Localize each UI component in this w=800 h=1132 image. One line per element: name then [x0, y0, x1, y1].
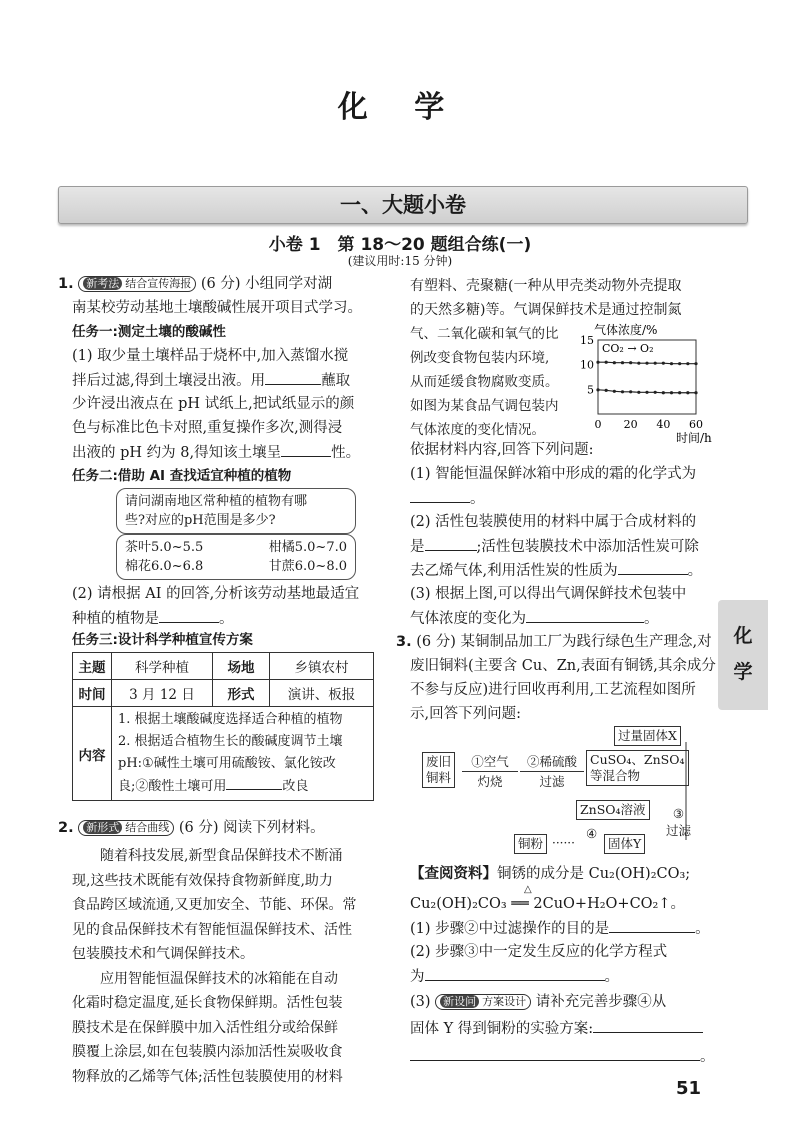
x-tick-label: 40	[656, 418, 671, 431]
data-point	[645, 391, 648, 394]
data-point	[605, 361, 608, 364]
cell: 演讲、板报	[270, 680, 374, 707]
cell: 乡镇农村	[270, 653, 374, 680]
text: 茶叶5.0~5.5	[125, 540, 204, 555]
step4-label: ④	[586, 826, 598, 841]
data-point	[605, 389, 608, 392]
x-tick-label: 0	[594, 418, 602, 431]
passage-line: 应用智能恒温保鲜技术的冰箱能在自动	[100, 970, 338, 987]
chat-line: 些?对应的pH范围是多少?	[125, 513, 276, 528]
subject-title: 化 学	[337, 90, 463, 125]
q1-head	[58, 274, 332, 294]
table-row	[73, 653, 374, 680]
answer-blank[interactable]	[410, 488, 470, 503]
q1-number: 1.	[58, 276, 74, 292]
answer-row	[125, 538, 347, 557]
data-point	[629, 390, 632, 393]
data-point	[654, 362, 657, 365]
text: 等混合物	[590, 768, 641, 783]
tag-text: 结合宣传海报	[125, 277, 192, 290]
q2-sub1: (1) 智能恒温保鲜冰箱中形成的霜的化学式为	[410, 466, 697, 482]
heat-mark: △	[524, 884, 532, 895]
q1-p1	[72, 442, 360, 463]
content-line	[118, 775, 367, 798]
text: 。	[687, 563, 703, 579]
znso4-solution-box: ZnSO₄溶液	[576, 800, 650, 820]
y-tick-label: 5	[587, 383, 594, 397]
cell: 时间	[73, 680, 112, 707]
data-point	[654, 391, 657, 394]
answer-blank[interactable]	[425, 966, 605, 981]
text: 是	[410, 539, 425, 555]
data-point	[694, 391, 697, 394]
text: 为	[410, 969, 425, 985]
q3-tag	[435, 994, 531, 1010]
content-line: 2. 根据适合植物生长的酸碱度调节土壤	[118, 734, 343, 749]
answer-blank[interactable]	[410, 1046, 700, 1061]
q1-p1: 色与标准比色卡对照,重复操作多次,测得浸	[72, 420, 343, 436]
q1-p2	[72, 608, 234, 629]
text: CuSO₄、ZnSO₄	[590, 752, 685, 767]
page-number: 51	[676, 1078, 702, 1099]
q3-head	[396, 632, 712, 652]
excess-solid-x-box: 过量固体X	[614, 726, 681, 746]
answer-blank[interactable]	[226, 775, 282, 790]
tag-icon: 新设问	[440, 995, 479, 1008]
plan-table	[72, 652, 374, 801]
text: ②稀硫酸	[526, 754, 577, 769]
text: 甘蔗6.0~8.0	[268, 559, 347, 574]
q2-after: 依据材料内容,回答下列问题:	[410, 442, 594, 458]
text: 【查阅资料】	[410, 865, 497, 882]
data-point	[613, 361, 616, 364]
text: 。	[644, 611, 659, 627]
q1-p1	[72, 370, 350, 391]
data-point	[629, 361, 632, 364]
q2-tag	[78, 820, 174, 836]
passage-line: 物释放的乙烯等气体;活性包装膜使用的材料	[72, 1068, 343, 1085]
text: 。	[695, 921, 710, 937]
subject-side-tab	[718, 600, 768, 710]
data-point	[678, 391, 681, 394]
text: 铜锈的成分是 Cu₂(OH)₂CO₃;	[497, 866, 691, 882]
data-point	[645, 362, 648, 365]
solid-y-box: 固体Y	[604, 834, 645, 854]
q2-sub3	[410, 608, 659, 629]
copper-powder-box: 铜粉	[514, 834, 547, 854]
data-point	[637, 362, 640, 365]
tag-text: 结合曲线	[125, 821, 170, 834]
raw-copper-box	[422, 752, 455, 788]
data-point	[686, 362, 689, 365]
q2-sub2: (2) 活性包装膜使用的材料中属于合成材料的	[410, 514, 697, 530]
data-point	[662, 391, 665, 394]
data-point	[613, 390, 616, 393]
x-axis-label: 时间/h	[676, 431, 712, 445]
text: (1) 步骤②中过滤操作的目的是	[410, 921, 610, 937]
passage-line: 见的食品保鲜技术有智能恒温保鲜技术、活性	[72, 921, 352, 938]
passage-line: 膜覆上涂层,如在包装膜内添加活性炭吸收食	[72, 1044, 343, 1060]
text: (6 分) 阅读下列材料。	[178, 820, 325, 836]
gas-concentration-chart	[572, 322, 722, 446]
q3-sub3	[410, 1046, 715, 1067]
q2-sub2	[410, 560, 702, 581]
y-tick-label: 10	[580, 358, 594, 372]
answer-blank[interactable]	[618, 560, 688, 575]
text: 。	[219, 611, 234, 627]
answer-blank[interactable]	[159, 608, 219, 623]
text: 固体 Y 得到铜粉的实验方案:	[410, 1021, 594, 1037]
q3-sub3	[410, 1018, 703, 1039]
passage-line: 气、二氧化碳和氧气的比	[410, 326, 559, 342]
passage-line: 现,这些技术既能有效保持食物新鲜度,助力	[72, 872, 333, 889]
text: 过滤	[520, 771, 584, 790]
text: 良;②酸性土壤可用	[118, 779, 227, 794]
data-point	[662, 362, 665, 365]
text: 。	[470, 491, 485, 507]
text: 性。	[331, 445, 361, 461]
text: 请补充完善步骤④从	[535, 994, 667, 1010]
tab-char: 化	[733, 625, 753, 647]
q3-sub2	[410, 966, 619, 987]
q3-sub1	[410, 918, 710, 939]
y-axis-label: 气体浓度/%	[594, 323, 658, 337]
time-hint: (建议用时:15 分钟)	[347, 254, 453, 268]
tag-icon: 新形式	[83, 821, 122, 834]
passage-line: 膜技术是在保鲜膜中加入活性组分或给保鲜	[72, 1019, 338, 1036]
content-cell	[112, 707, 374, 801]
answer-blank[interactable]	[526, 608, 644, 623]
cell: 科学种植	[112, 653, 213, 680]
q2-sub2	[410, 536, 699, 557]
task2-heading: 任务二:借助 AI 查找适宜种植的植物	[72, 468, 292, 484]
paper-title: 小卷 1 第 18～20 题组合练(一)	[268, 235, 532, 255]
info-line	[410, 864, 690, 884]
chart-legend: CO₂ → O₂	[602, 342, 654, 355]
answer-blank[interactable]	[265, 370, 321, 385]
q3-sub3	[410, 992, 666, 1012]
data-point	[670, 362, 673, 365]
banner-text: 一、大题小卷	[340, 193, 466, 217]
content-line: 1. 根据土壤酸碱度选择适合种植的植物	[118, 712, 343, 727]
q2-sub3: (3) 根据上图,可以得出气调保鲜技术包装中	[410, 586, 687, 602]
chat-line: 请问湖南地区常种植的植物有哪	[125, 494, 308, 509]
text: ;活性包装膜技术中添加活性炭可除	[476, 539, 699, 555]
passage-line: 如图为某食品气调包装内	[410, 398, 559, 414]
flow-arrow: ······	[552, 836, 575, 850]
text: 去乙烯气体,利用活性炭的性质为	[410, 563, 618, 579]
cell: 内容	[73, 707, 112, 801]
q1-p1: (1) 取少量土壤样品于烧杯中,加入蒸馏水搅	[72, 348, 349, 364]
data-point	[694, 362, 697, 365]
step3-label	[666, 806, 691, 839]
q3-sub2: (2) 步骤③中一定发生反应的化学方程式	[410, 944, 668, 960]
step1-label	[462, 752, 518, 790]
ai-answer-bubble	[116, 534, 356, 580]
table-row	[73, 707, 374, 801]
q2-passage	[72, 844, 372, 1089]
task3-heading: 任务三:设计科学种植宣传方案	[72, 632, 253, 648]
cell: 形式	[213, 680, 270, 707]
data-point	[621, 390, 624, 393]
text: 拌后过滤,得到土壤浸出液。用	[72, 373, 266, 389]
passage-line: 气体浓度的变化情况。	[410, 422, 545, 438]
answer-blank[interactable]	[609, 918, 695, 933]
section-banner	[58, 186, 748, 224]
q1-text: (6 分) 小组同学对湖	[200, 276, 333, 292]
answer-blank[interactable]	[593, 1018, 703, 1033]
text: 。	[700, 1049, 715, 1065]
passage-line: 食品跨区域流通,又更加安全、节能、环保。常	[72, 897, 357, 913]
content-line: pH:①碱性土壤可用硫酸铵、氯化铵改	[118, 756, 336, 771]
answer-blank[interactable]	[281, 442, 331, 457]
text: 。	[604, 969, 619, 985]
q2-number: 2.	[58, 820, 74, 836]
passage-line: 化霜时稳定温度,延长食物保鲜期。活性包装	[72, 995, 343, 1011]
text: 过滤	[666, 823, 692, 838]
passage-line: 包装膜技术和气调保鲜技术。	[72, 946, 254, 962]
text: (3)	[410, 994, 431, 1010]
task1-heading: 任务一:测定土壤的酸碱性	[72, 324, 226, 340]
tab-char: 学	[733, 661, 753, 683]
answer-blank[interactable]	[425, 536, 477, 551]
q3-line: 不参与反应)进行回收再利用,工艺流程如图所	[410, 682, 696, 698]
text: 出液的 pH 约为 8,得知该土壤呈	[72, 445, 282, 461]
equation: Cu₂(OH)₂CO₃ ══ 2CuO+H₂O+CO₂↑。	[410, 896, 686, 912]
cell: 3 月 12 日	[112, 680, 213, 707]
data-point	[637, 391, 640, 394]
data-point	[670, 391, 673, 394]
text: 蘸取	[321, 373, 351, 389]
q1-p2: (2) 请根据 AI 的回答,分析该劳动基地最适宜	[72, 586, 360, 602]
tag-text: 方案设计	[482, 995, 527, 1008]
x-tick-label: 60	[689, 418, 703, 431]
q2-continued	[410, 274, 681, 322]
passage-line: 从而延缓食物腐败变质。	[410, 374, 559, 390]
q2-side-text	[410, 322, 582, 442]
text: 棉花6.0~6.8	[125, 559, 204, 574]
data-point	[678, 362, 681, 365]
q3-line: 废旧铜料(主要含 Cu、Zn,表面有铜锈,其余成分	[410, 658, 716, 674]
y-tick-label: 15	[580, 334, 594, 347]
answer-row	[125, 557, 347, 576]
q1-tag	[78, 276, 196, 292]
x-tick-label: 20	[623, 418, 638, 431]
passage-line: 有塑料、壳聚糖(一种从甲壳类动物外壳提取	[410, 278, 682, 294]
text: 铜料	[426, 770, 452, 785]
data-point	[596, 361, 599, 364]
cell: 场地	[213, 653, 270, 680]
q3-number: 3.	[396, 634, 412, 650]
table-row	[73, 680, 374, 707]
text: 柑橘5.0~7.0	[268, 540, 347, 555]
data-point	[686, 391, 689, 394]
data-point	[621, 361, 624, 364]
q3-line: 示,回答下列问题:	[410, 706, 521, 722]
text: 种植的植物是	[72, 611, 159, 627]
q1-p1: 少许浸出液点在 pH 试纸上,把试纸显示的颜	[72, 396, 355, 412]
cell: 主题	[73, 653, 112, 680]
text: 改良	[282, 779, 309, 794]
ai-question-bubble	[116, 488, 356, 534]
text: (6 分) 某铜制品加工厂为践行绿色生产理念,对	[416, 634, 712, 650]
step2-label	[520, 752, 584, 790]
text: ③	[672, 806, 685, 821]
tag-icon: 新考法	[83, 277, 122, 290]
passage-line: 例改变食物包装内环境,	[410, 350, 550, 366]
data-point	[596, 388, 599, 391]
text: 灼烧	[462, 771, 518, 790]
q2-sub1	[410, 488, 485, 509]
text: 废旧	[426, 754, 452, 769]
passage-line: 的天然多糖)等。气调保鲜技术是通过控制氮	[410, 302, 682, 318]
passage-line: 随着科技发展,新型食品保鲜技术不断涌	[100, 848, 343, 864]
text: ①空气	[471, 754, 509, 769]
q2-head	[58, 818, 325, 838]
q1-line: 南某校劳动基地土壤酸碱性展开项目式学习。	[72, 300, 362, 316]
text: 气体浓度的变化为	[410, 611, 526, 627]
